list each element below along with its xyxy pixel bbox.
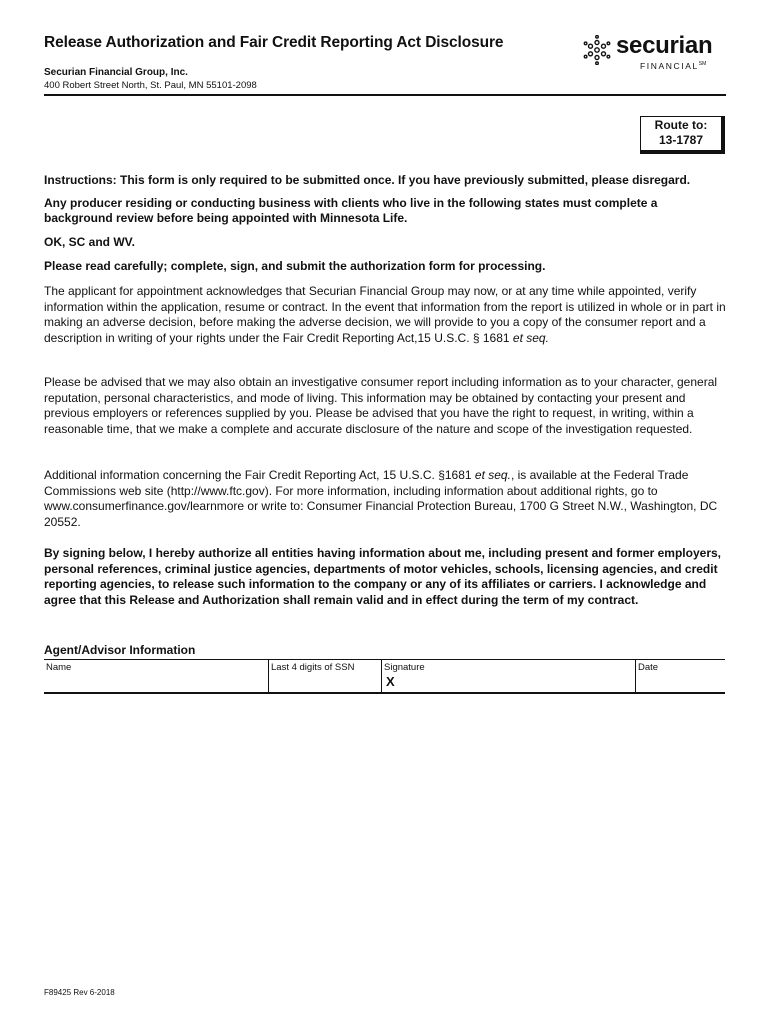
name-field[interactable] (44, 660, 268, 692)
agent-section-title: Agent/Advisor Information (44, 643, 196, 657)
instructions-line: Instructions: This form is only required to be submitted once. If you have previously submitted, please disregard. (44, 173, 691, 187)
header-divider (44, 94, 726, 96)
paragraph-additional-info: Additional information concerning the Fair Credit Reporting Act, 15 U.S.C. §1681 et seq., is available at the Federal Trade Commissions web site (http://www.ftc.gov). For more information, including information about additional rights, go to www.consumerfinance.gov/learnmore or write to: Consumer Financial Protection Bureau, 1700 G Street N.W., Washington, DC 20552. (44, 468, 718, 529)
name-label: Name (46, 662, 72, 673)
instructions-states-requirement: Any producer residing or conducting business with clients who live in the following states must complete a background review before being appointed with Minnesota Life. (44, 196, 658, 226)
paragraph-authorization: By signing below, I hereby authorize all entities having information about me, including present and former employers, personal references, criminal justice agencies, departments of motor vehicles, schools, licensing agencies, and credit reporting agencies, to release such information to the company or any of its affiliates or carriers. I acknowledge and agree that this Release and Authorization shall remain valid and in effect during the term of my contract. (44, 546, 721, 607)
route-code: 13-1787 (658, 133, 704, 147)
signature-mark: X (386, 674, 395, 689)
ssn-field[interactable] (268, 660, 381, 692)
ssn-label: Last 4 digits of SSN (271, 662, 355, 673)
form-number: F89425 Rev 6-2018 (44, 988, 115, 997)
signature-label: Signature (384, 662, 425, 673)
route-label: Route to: (654, 118, 708, 132)
logo-trademark: SM (698, 61, 707, 67)
snowflake-icon (582, 35, 612, 65)
form-title: Release Authorization and Fair Credit Reporting Act Disclosure (44, 34, 504, 51)
instructions-read-carefully: Please read carefully; complete, sign, and submit the authorization form for processing. (44, 259, 546, 273)
signature-field[interactable] (381, 660, 635, 692)
logo-wordmark: securian (616, 32, 713, 59)
logo-subtitle: FINANCIAL℠ (640, 60, 707, 71)
date-label: Date (638, 662, 659, 673)
company-name: Securian Financial Group, Inc. (44, 67, 188, 78)
securian-logo (582, 33, 732, 73)
agent-info-table (44, 659, 725, 694)
route-to-box (640, 116, 725, 154)
paragraph-investigative-report: Please be advised that we may also obtain an investigative consumer report including information as to your character, general reputation, personal characteristics, and mode of living. This information may be obtained by contacting your present and previous employers or references supplied by you. Please be advised that you have the right to request, in writing, within a reasonable time, that we make a complete and accurate disclosure of the nature and scope of the investigation requested. (44, 375, 718, 436)
company-address: 400 Robert Street North, St. Paul, MN 55101-2098 (44, 80, 257, 91)
date-field[interactable] (635, 660, 725, 692)
instructions-states: OK, SC and WV. (44, 235, 135, 249)
paragraph-acknowledgement: The applicant for appointment acknowledges that Securian Financial Group may now, or at any time while appointed, verify information within the application, resume or contract. In the event that information from the report is utilized in whole or in part in making an adverse decision, before making the adverse decision, we will provide to you a copy of the consumer report and a description in writing of your rights under the Fair Credit Reporting Act,15 U.S.C. § 1681 et seq. (44, 284, 726, 345)
